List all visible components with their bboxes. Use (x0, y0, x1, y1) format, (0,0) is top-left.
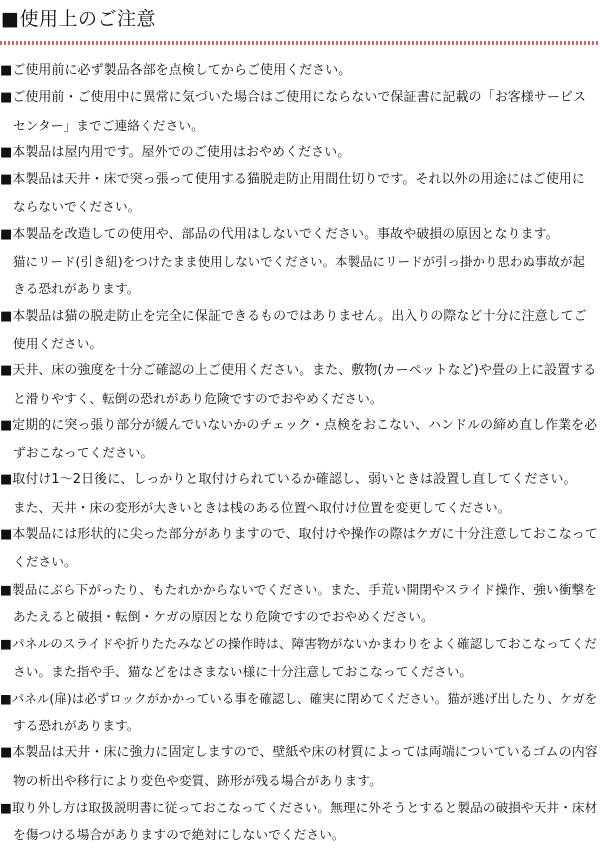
caution-note-text: ■本製品には形状的に尖った部分がありますので、取付けや操作の際はケガに十分注意しておこなって (0, 527, 598, 543)
caution-note-text: ■天井、床の強度を十分ご確認の上ご使用ください。また、敷物(カーペットなど)や畳の上に設置する (0, 363, 597, 379)
caution-notes-list (0, 57, 600, 849)
caution-note-text: ■取付け1～2日後に、しっかりと取付けられているか確認し、弱いときは設置し直してください。 (0, 472, 577, 488)
caution-note-continuation: する恐れがあります。 (13, 718, 140, 734)
caution-note-text: ■パネルのスライドや折りたたみなどの操作時は、障害物がないかまわりをよく確認しておこなってくだ (0, 636, 597, 652)
caution-note-continuation: ください。 (13, 554, 77, 570)
caution-note-continuation: 猫にリード(引き紐)をつけたまま使用しないでください。本製品にリードが引っ掛かり思わぬ事故が起 (13, 254, 585, 270)
caution-note-continuation: を傷つける場合がありますので絶対にしないでください。 (13, 827, 345, 843)
caution-note-continuation: あたえると破損・転倒・ケガの原因となり危険ですのでおやめください。 (13, 608, 434, 624)
caution-note-continuation: と滑りやすく、転倒の恐れがあり危険ですのでおやめください。 (13, 390, 383, 406)
caution-note-text: ■ご使用前に必ず製品各部を点検してからご使用ください。 (0, 63, 352, 78)
caution-note (0, 466, 600, 521)
caution-note-continuation: さい。また指や手、猫などをはさまない様に十分注意しておこなってください。 (13, 663, 473, 679)
header (0, 0, 600, 42)
caution-note (0, 576, 600, 631)
caution-note-text: ■ご使用前・ご使用中に異常に気づいた場合はご使用にならないで保証書に記載の「お客様サービス (0, 90, 586, 106)
caution-note (0, 84, 600, 139)
caution-note-text: ■パネル(扉)は必ずロックがかかっている事を確認し、確実に閉めてください。猫が逃げ出したり、ケガを (0, 690, 598, 706)
caution-note (0, 221, 600, 303)
caution-note-text: ■本製品は天井・床に強力に固定しますので、壁紙や床の材質によっては両端についているゴムの内容 (0, 745, 598, 761)
caution-note (0, 739, 600, 794)
caution-note (0, 139, 600, 166)
caution-note-text: ■本製品を改造しての使用や、部品の代用はしないでください。事故や破損の原因となります。 (0, 226, 559, 242)
caution-note-continuation: 使用ください。 (13, 335, 103, 351)
caution-note (0, 630, 600, 685)
page-title: ■使用上のご注意 (1, 8, 156, 30)
caution-note-text: ■本製品は天井・床で突っ張って使用する猫脱走防止用間仕切りです。それ以外の用途にはご使用に (0, 172, 585, 188)
caution-note (0, 412, 600, 467)
caution-note (0, 166, 600, 221)
caution-note (0, 521, 600, 576)
caution-note-text: ■取り外し方は取扱説明書に従っておこなってください。無理に外そうとすると製品の破損や天井・床材 (0, 800, 598, 816)
caution-note (0, 357, 600, 412)
caution-note-text: ■製品にぶら下がったり、もたれかからないでください。また、手荒い開閉やスライド操作、強い衝撃を (0, 581, 597, 597)
caution-note-continuation: ずおこなってください。 (13, 445, 154, 461)
caution-note-text: ■本製品は屋内用です。屋外でのご使用はおやめください。 (0, 144, 351, 160)
caution-note-continuation: きる恐れがあります。 (13, 281, 140, 297)
caution-note-continuation: 物の析出や移行により変色や変質、跡形が残る場合があります。 (13, 772, 382, 788)
caution-note-continuation: また、天井・床の変形が大きいときは桟のある位置へ取付け位置を変更してください。 (13, 499, 511, 515)
caution-note-continuation: センター」までご連絡ください。 (13, 117, 204, 133)
decorative-stripe-divider (0, 41, 600, 45)
caution-note (0, 303, 600, 358)
caution-note (0, 57, 600, 84)
caution-note-text: ■本製品は猫の脱走防止を完全に保証できるものではありません。出入りの際など十分に注意してご (0, 308, 587, 324)
caution-note (0, 794, 600, 849)
caution-note-text: ■定期的に突っ張り部分が緩んでいないかのチェック・点検をおこない、ハンドルの締め直し作業を必 (0, 417, 598, 433)
caution-note (0, 685, 600, 740)
caution-note-continuation: ならないでください。 (13, 199, 141, 215)
